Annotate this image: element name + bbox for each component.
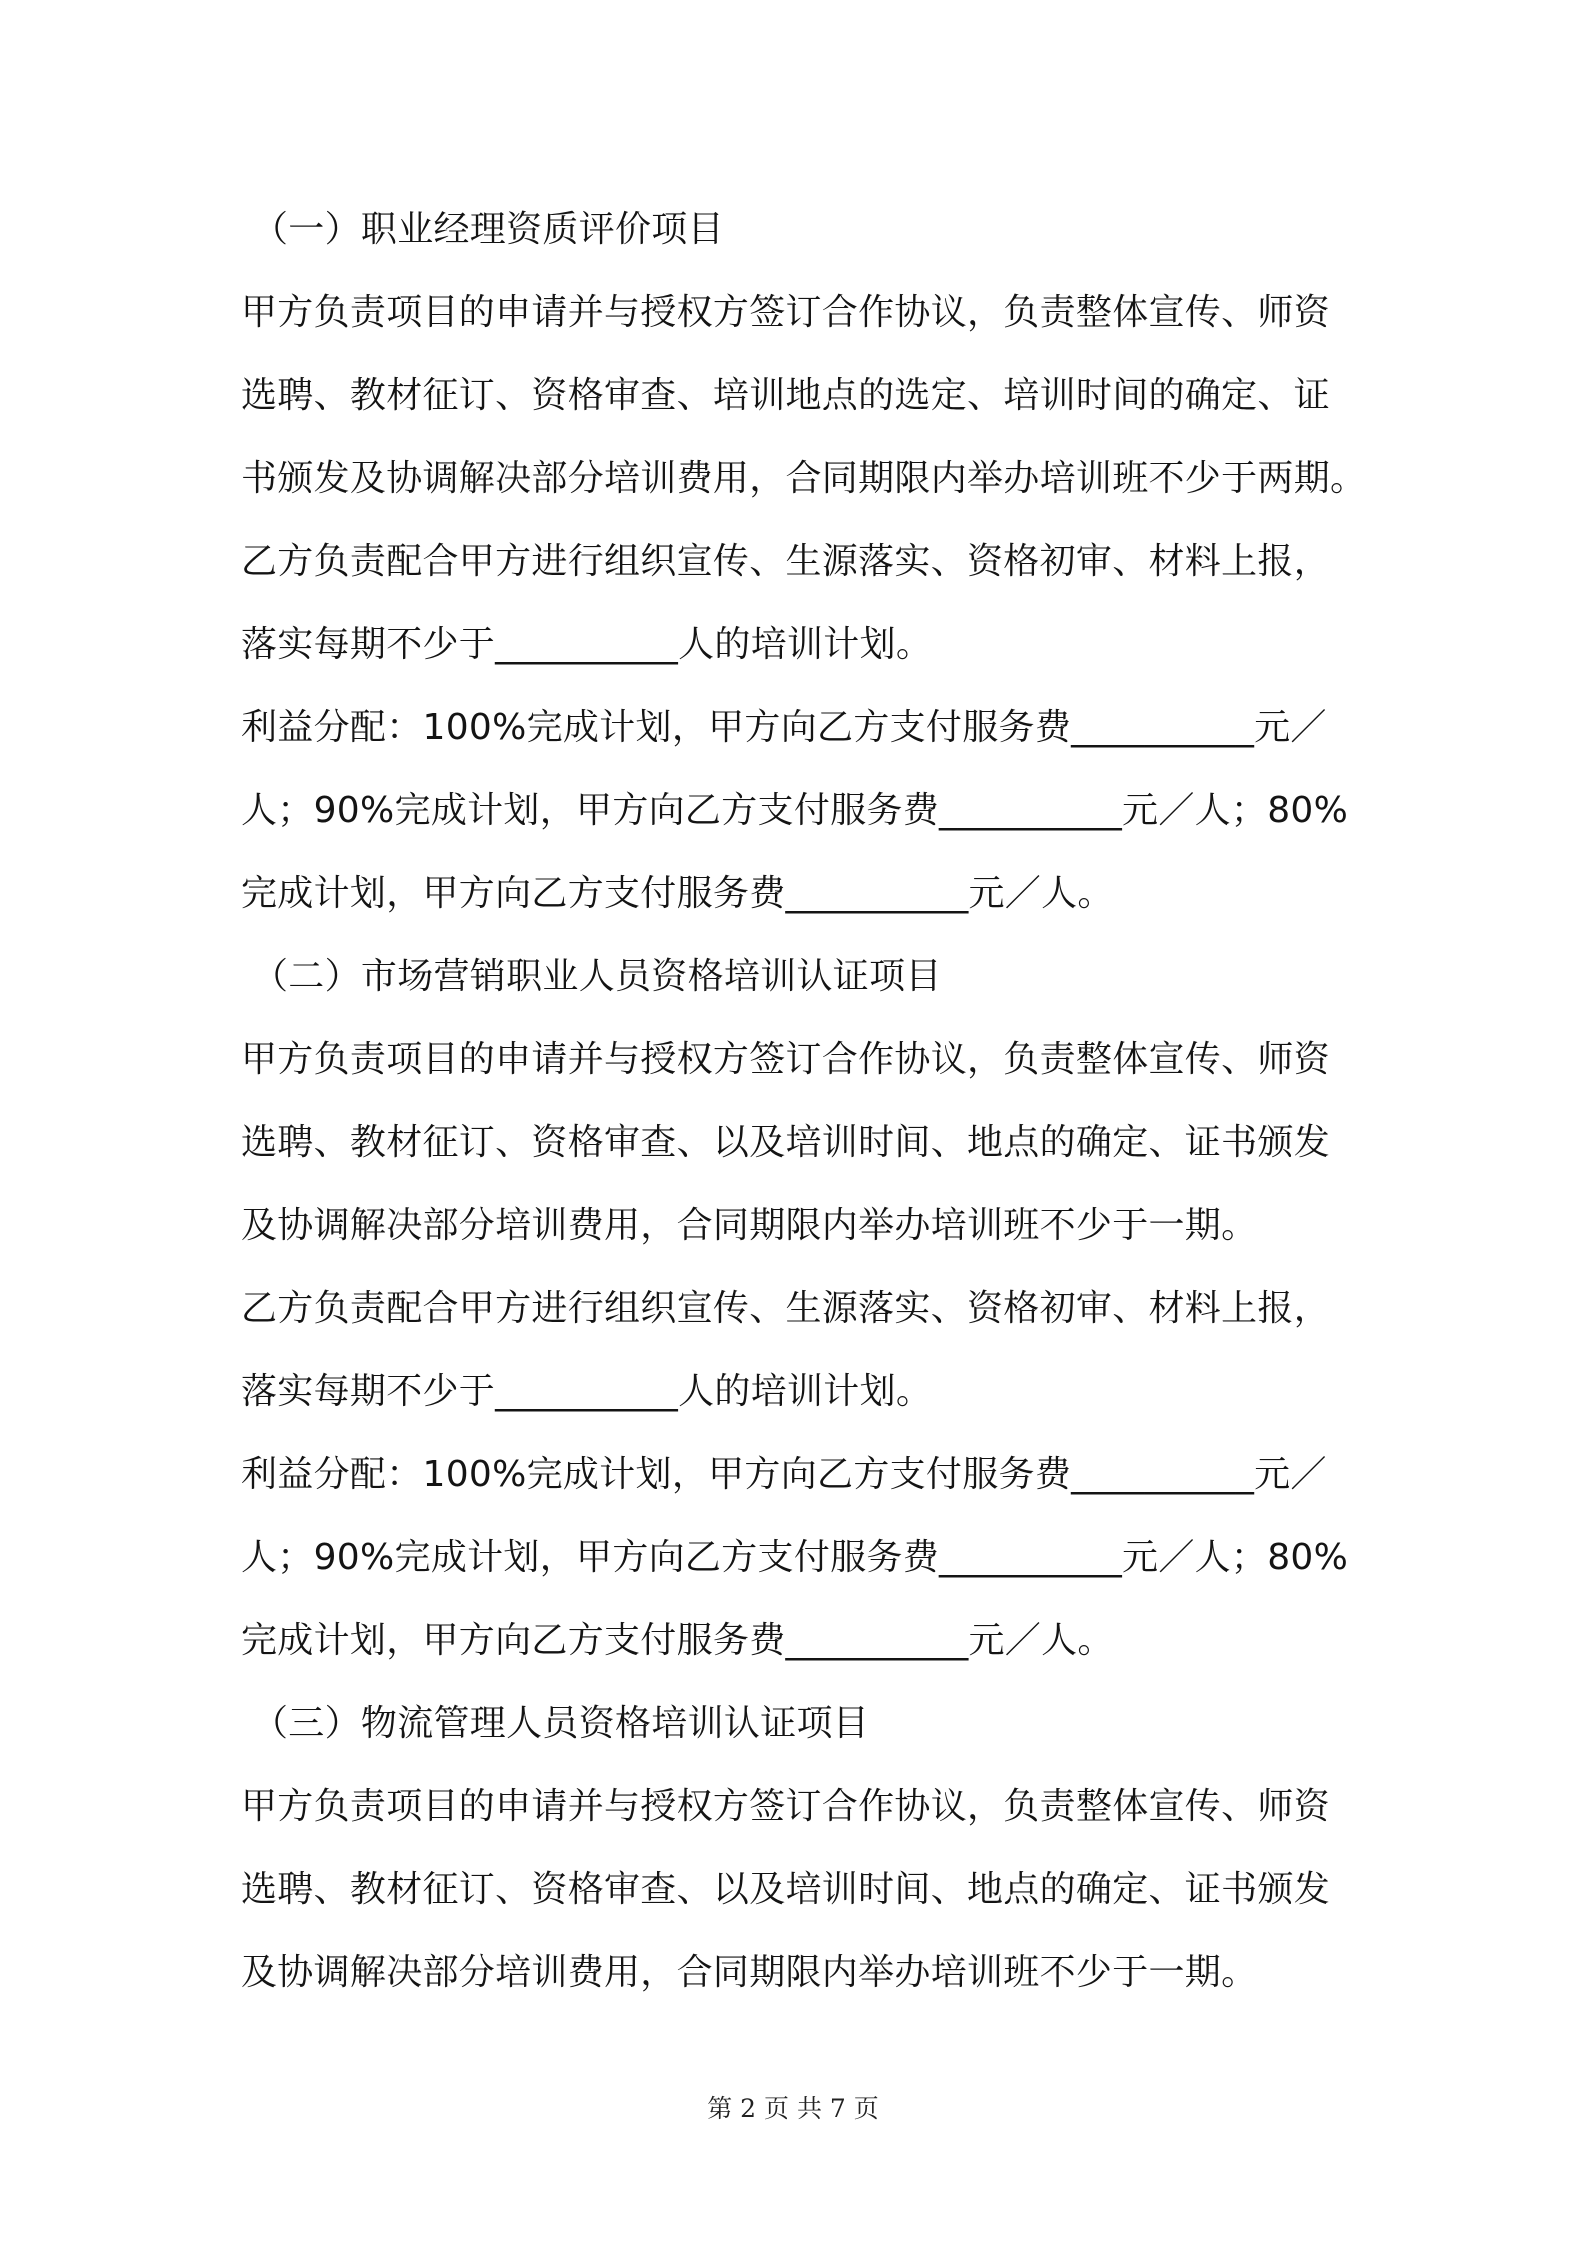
paragraph-line: 书颁发及协调解决部分培训费用，合同期限内举办培训班不少于两期。 (241, 458, 1367, 499)
paragraph-line: 完成计划，甲方向乙方支付服务费__________元／人。 (241, 873, 1114, 914)
paragraph-line: 落实每期不少于__________人的培训计划。 (241, 624, 933, 665)
paragraph-line: 选聘、教材征订、资格审查、以及培训时间、地点的确定、证书颁发 (241, 1122, 1331, 1163)
paragraph-line: 及协调解决部分培训费用，合同期限内举办培训班不少于一期。 (241, 1205, 1258, 1246)
section-heading-1: （一）职业经理资质评价项目 (252, 209, 724, 250)
paragraph-line: 及协调解决部分培训费用，合同期限内举办培训班不少于一期。 (241, 1952, 1258, 1993)
paragraph-line: 利益分配：100%完成计划，甲方向乙方支付服务费__________元／ (241, 707, 1327, 748)
paragraph-line: 甲方负责项目的申请并与授权方签订合作协议，负责整体宣传、师资 (241, 292, 1331, 333)
paragraph-line: 乙方负责配合甲方进行组织宣传、生源落实、资格初审、材料上报， (241, 1288, 1331, 1329)
paragraph-line: 选聘、教材征订、资格审查、培训地点的选定、培训时间的确定、证 (241, 375, 1331, 416)
paragraph-line: 甲方负责项目的申请并与授权方签订合作协议，负责整体宣传、师资 (241, 1786, 1331, 1827)
paragraph-line: 完成计划，甲方向乙方支付服务费__________元／人。 (241, 1620, 1114, 1661)
paragraph-line: 人；90%完成计划，甲方向乙方支付服务费__________元／人；80% (241, 1537, 1349, 1578)
paragraph-line: 选聘、教材征订、资格审查、以及培训时间、地点的确定、证书颁发 (241, 1869, 1331, 1910)
paragraph-line: 甲方负责项目的申请并与授权方签订合作协议，负责整体宣传、师资 (241, 1039, 1331, 1080)
paragraph-line: 乙方负责配合甲方进行组织宣传、生源落实、资格初审、材料上报， (241, 541, 1331, 582)
paragraph-line: 利益分配：100%完成计划，甲方向乙方支付服务费__________元／ (241, 1454, 1327, 1495)
paragraph-line: 落实每期不少于__________人的培训计划。 (241, 1371, 933, 1412)
section-heading-2: （二）市场营销职业人员资格培训认证项目 (252, 956, 942, 997)
page-number-footer: 第 2 页 共 7 页 (707, 2094, 879, 2123)
section-heading-3: （三）物流管理人员资格培训认证项目 (252, 1703, 870, 1744)
paragraph-line: 人；90%完成计划，甲方向乙方支付服务费__________元／人；80% (241, 790, 1349, 831)
